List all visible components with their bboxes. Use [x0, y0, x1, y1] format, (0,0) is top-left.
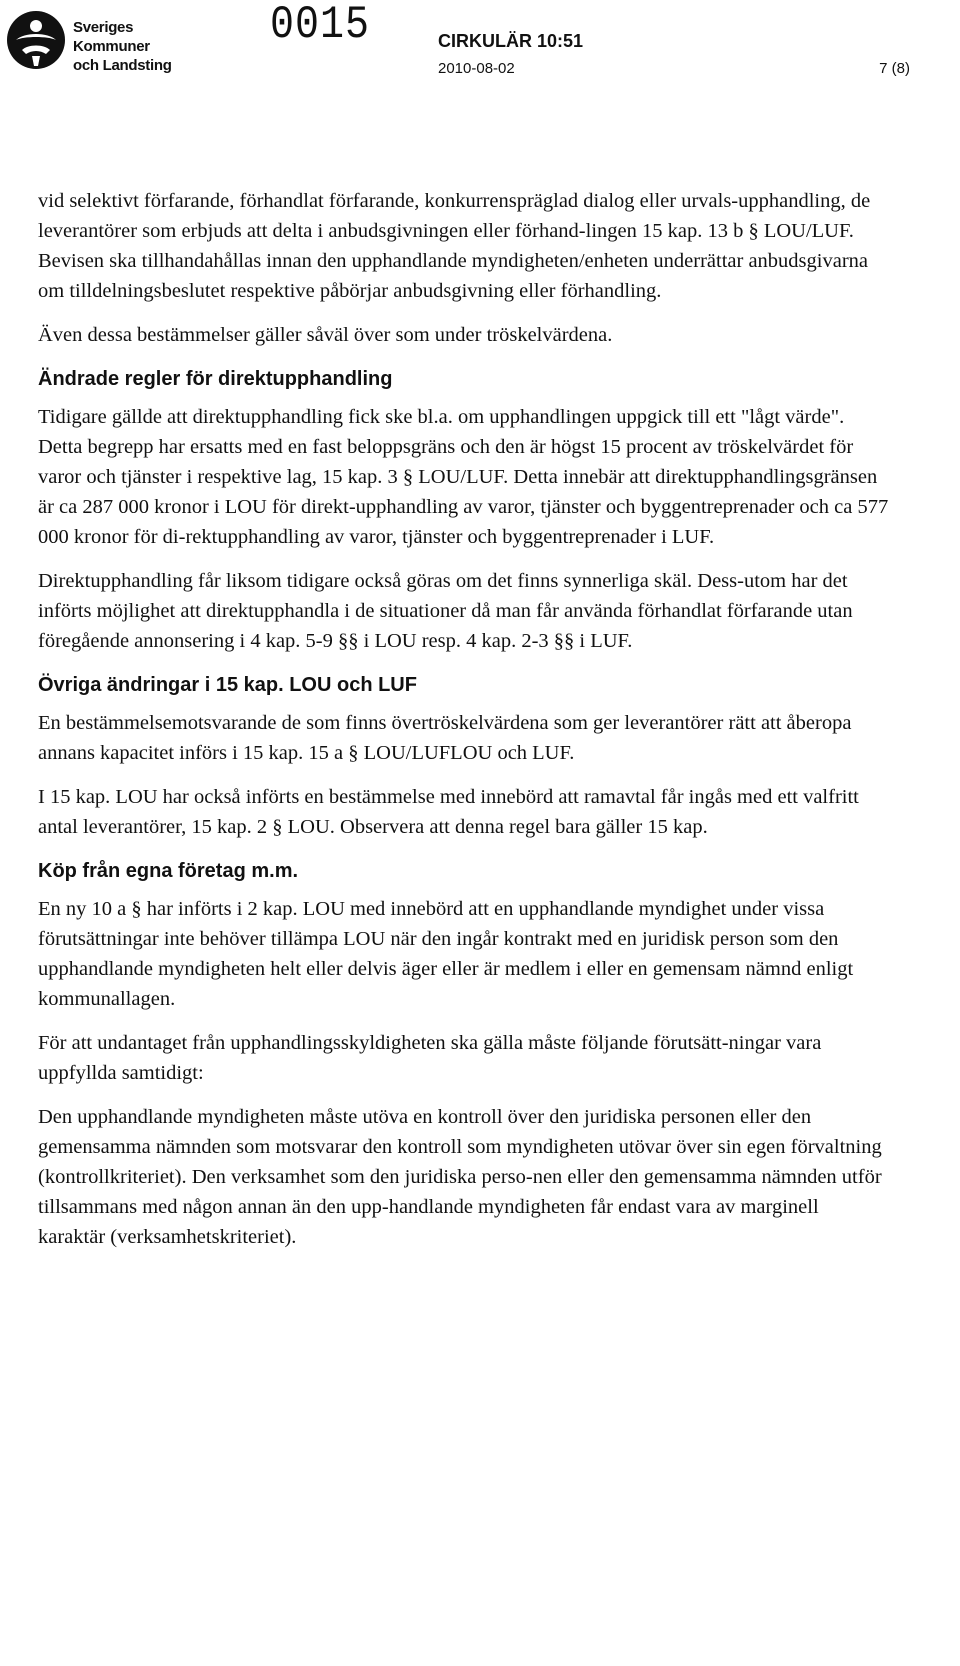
paragraph-6: I 15 kap. LOU har också införts en bestämmelse med innebörd att ramavtal får ingås med ett valfritt antal leverantörer, 15 kap. 2 § LOU. Observera att denna regel bara gäller 15 kap. — [38, 786, 859, 838]
org-line-2: Kommuner — [73, 38, 150, 55]
paragraph-1: vid selektivt förfarande, förhandlat förfarande, konkurrenspräglad dialog eller urvals-upphandling, de leverantörer som erbjuds att delta i anbudsgivningen eller förhand-lingen 15 kap. 13 b § LOU/LUF. Bevisen ska tillhandahållas innan den upphandlande myndigheten/enheten underrättar anbudsgivarna om tilldelningsbeslutet respektive påbörjar anbudsgivning eller förhandling. — [38, 190, 871, 302]
page-stamp-number: 0015 — [270, 0, 371, 52]
paragraph-5: En bestämmelsemotsvarande de som finns övertröskelvärdena som ger leverantörer rätt att åberopa annans kapacitet införs i 15 kap. 15 a § LOU/LUFLOU och LUF. — [38, 712, 852, 764]
heading-direktupphandling: Ändrade regler för direktupphandling — [38, 368, 393, 390]
paragraph-2: Även dessa bestämmelser gäller såväl över som under tröskelvärdena. — [38, 324, 613, 346]
heading-ovriga-andringar: Övriga ändringar i 15 kap. LOU och LUF — [38, 674, 417, 696]
page-header — [0, 0, 960, 90]
paragraph-7: En ny 10 a § har införts i 2 kap. LOU med innebörd att en upphandlande myndighet under vissa förutsättningar inte behöver tillämpa LOU när den ingår kontrakt med en juridisk person som den upphandlande myndigheten helt eller delvis äger eller är medlem i eller en gemensam nämnd enligt kommunallagen. — [38, 898, 854, 1010]
skl-logo-icon — [6, 10, 66, 70]
org-line-3: och Landsting — [73, 57, 172, 74]
paragraph-3: Tidigare gällde att direktupphandling fick ske bl.a. om upphandlingen uppgick till ett "lågt värde". Detta begrepp har ersatts med en fast beloppsgräns och den är högst 15 procent av tröskelvärdet för varor och tjänster i respektive lag, 15 kap. 3 § LOU/LUF. Detta innebär att direktupphandlingsgränsen är ca 287 000 kronor i LOU för direkt-upphandling av varor, tjänster och byggentreprenader och ca 577 000 kronor för di-rektupphandling av varor, tjänster och byggentreprenader i LUF. — [38, 406, 889, 548]
circular-number: CIRKULÄR 10:51 — [438, 31, 584, 51]
page-number: 7 (8) — [879, 60, 910, 77]
paragraph-4: Direktupphandling får liksom tidigare också göras om det finns synnerliga skäl. Dess-utom har det införts möjlighet att direktupphandla i de situationer då man får använda förhandlat förfarande utan föregående annonsering i 4 kap. 5-9 §§ i LOU resp. 4 kap. 2-3 §§ i LUF. — [38, 570, 853, 652]
paragraph-8: För att undantaget från upphandlingsskyldigheten ska gälla måste följande förutsätt-ningar vara uppfyllda samtidigt: — [38, 1032, 822, 1084]
organization-name — [73, 18, 172, 75]
org-line-1: Sveriges — [73, 19, 134, 36]
paragraph-9: Den upphandlande myndigheten måste utöva en kontroll över den juridiska personen eller den gemensamma nämnden som motsvarar den kontroll som myndigheten utövar över sin egen förvaltning (kontrollkriteriet). Den verksamhet som den juridiska perso-nen eller den gemensamma nämnden utför tillsammans med någon annan än den upp-handlande myndigheten får endast vara av marginell karaktär (verksamhetskriteriet). — [38, 1106, 882, 1248]
heading-kop-fran-egna-foretag: Köp från egna företag m.m. — [38, 860, 299, 882]
document-body — [38, 186, 890, 1266]
circular-date: 2010-08-02 — [438, 60, 515, 77]
